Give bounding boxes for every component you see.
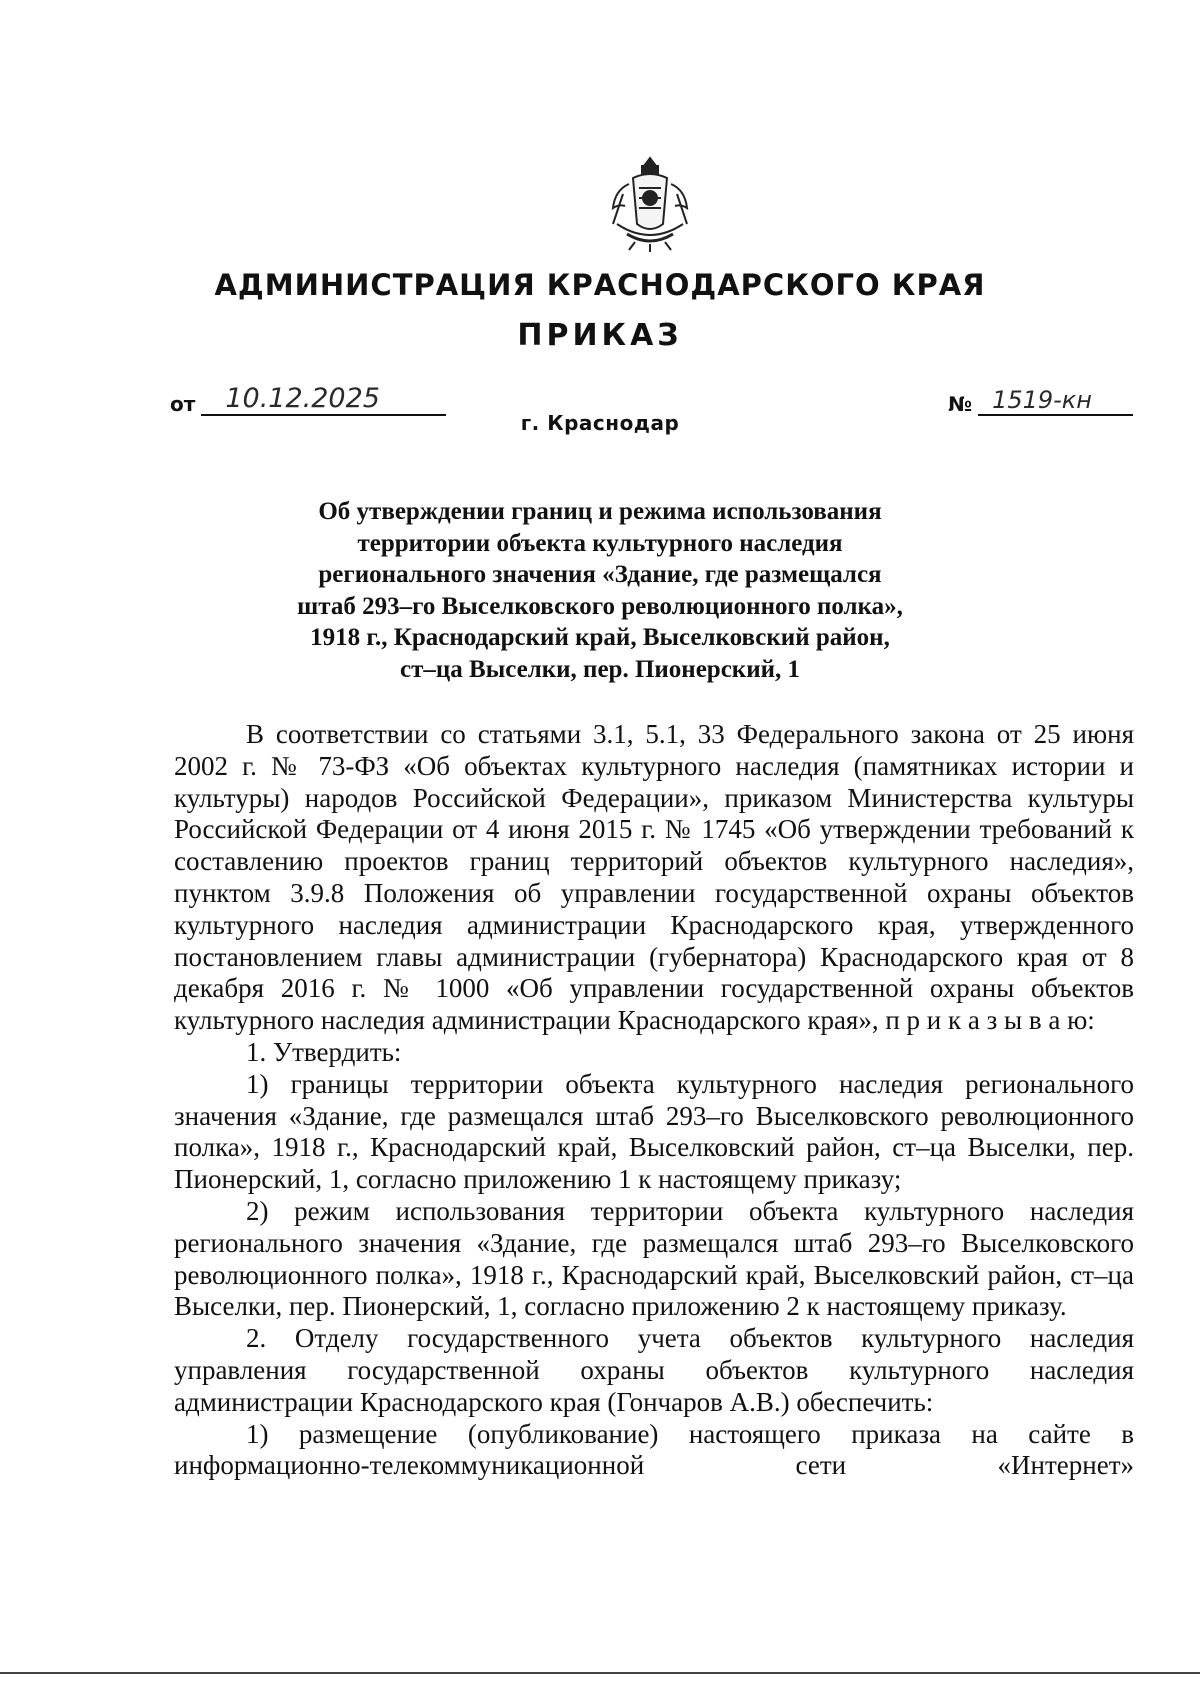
item-1-2: 2) режим использования территории объекта культурного наследия регионального значения «Здание, где размещался штаб 293–го Выселковского революционного полка», 1918 г., Краснодарский край, Выселковский район, ст–ца Выселки, пер. Пионерский, 1, согласно приложению 2 к настоящему приказу.	[174, 1195, 1134, 1322]
item-1-1: 1) границы территории объекта культурного наследия регионального значения «Здание, где размещался штаб 293–го Выселковского революционного полка», 1918 г., Краснодарский край, Выселковский район, ст–ца Выселки, пер. Пионерский, 1, согласно приложению 1 к настоящему приказу;	[174, 1068, 1134, 1195]
coat-of-arms-icon	[605, 154, 695, 254]
preamble-paragraph: В соответствии со статьями 3.1, 5.1, 33 Федерального закона от 25 июня 2002 г. № 73-ФЗ «Об объектах культурного наследия (памятниках истории и культуры) народов Российской Федерации», приказом Министерства культуры Российской Федерации от 4 июня 2015 г. № 1745 «Об утверждении требований к составлению проектов границ территорий объектов культурного наследия», пунктом 3.9.8 Положения об управлении государственной охраны объектов культурного наследия администрации Краснодарского края, утвержденного постановлением главы администрации (губернатора) Краснодарского края от 8 декабря 2016 г. № 1000 «Об управлении государственной охраны объектов культурного наследия администрации Краснодарского края», п р и к а з ы в а ю:	[174, 719, 1134, 1036]
city: г. Краснодар	[520, 411, 680, 435]
number-prefix: №	[948, 392, 973, 416]
handwritten-number: 1519-кн	[992, 386, 1092, 414]
document-body	[174, 719, 1134, 1482]
subject-line: 1918 г., Краснодарский край, Выселковский район,	[310, 624, 890, 651]
subject-line: Об утверждении границ и режима использования	[318, 498, 882, 525]
item-1: 1. Утвердить:	[246, 1036, 402, 1067]
date-prefix: от	[170, 392, 196, 416]
subject-line: ст–ца Выселки, пер. Пионерский, 1	[399, 655, 801, 683]
item-2-1: 1) размещение (опубликование) настоящего приказа на сайте в информационно-телекоммуникационной сети «Интернет»	[174, 1418, 1134, 1481]
organization-title: АДМИНИСТРАЦИЯ КРАСНОДАРСКОГО КРАЯ	[214, 268, 986, 302]
subject-line: регионального значения «Здание, где размещался	[318, 561, 882, 588]
page-bottom-edge	[0, 1672, 1200, 1674]
handwritten-date: 10.12.2025	[225, 383, 380, 414]
document-subject	[220, 496, 980, 685]
document-type: ПРИКАЗ	[517, 318, 683, 353]
item-2: 2. Отделу государственного учета объектов культурного наследия управления государственной охраны объектов культурного наследия администрации Краснодарского края (Гончаров А.В.) обеспечить:	[174, 1323, 1134, 1417]
subject-line: территории объекта культурного наследия	[357, 529, 843, 557]
subject-line: штаб 293–го Выселковского революционного полка»,	[297, 592, 903, 620]
